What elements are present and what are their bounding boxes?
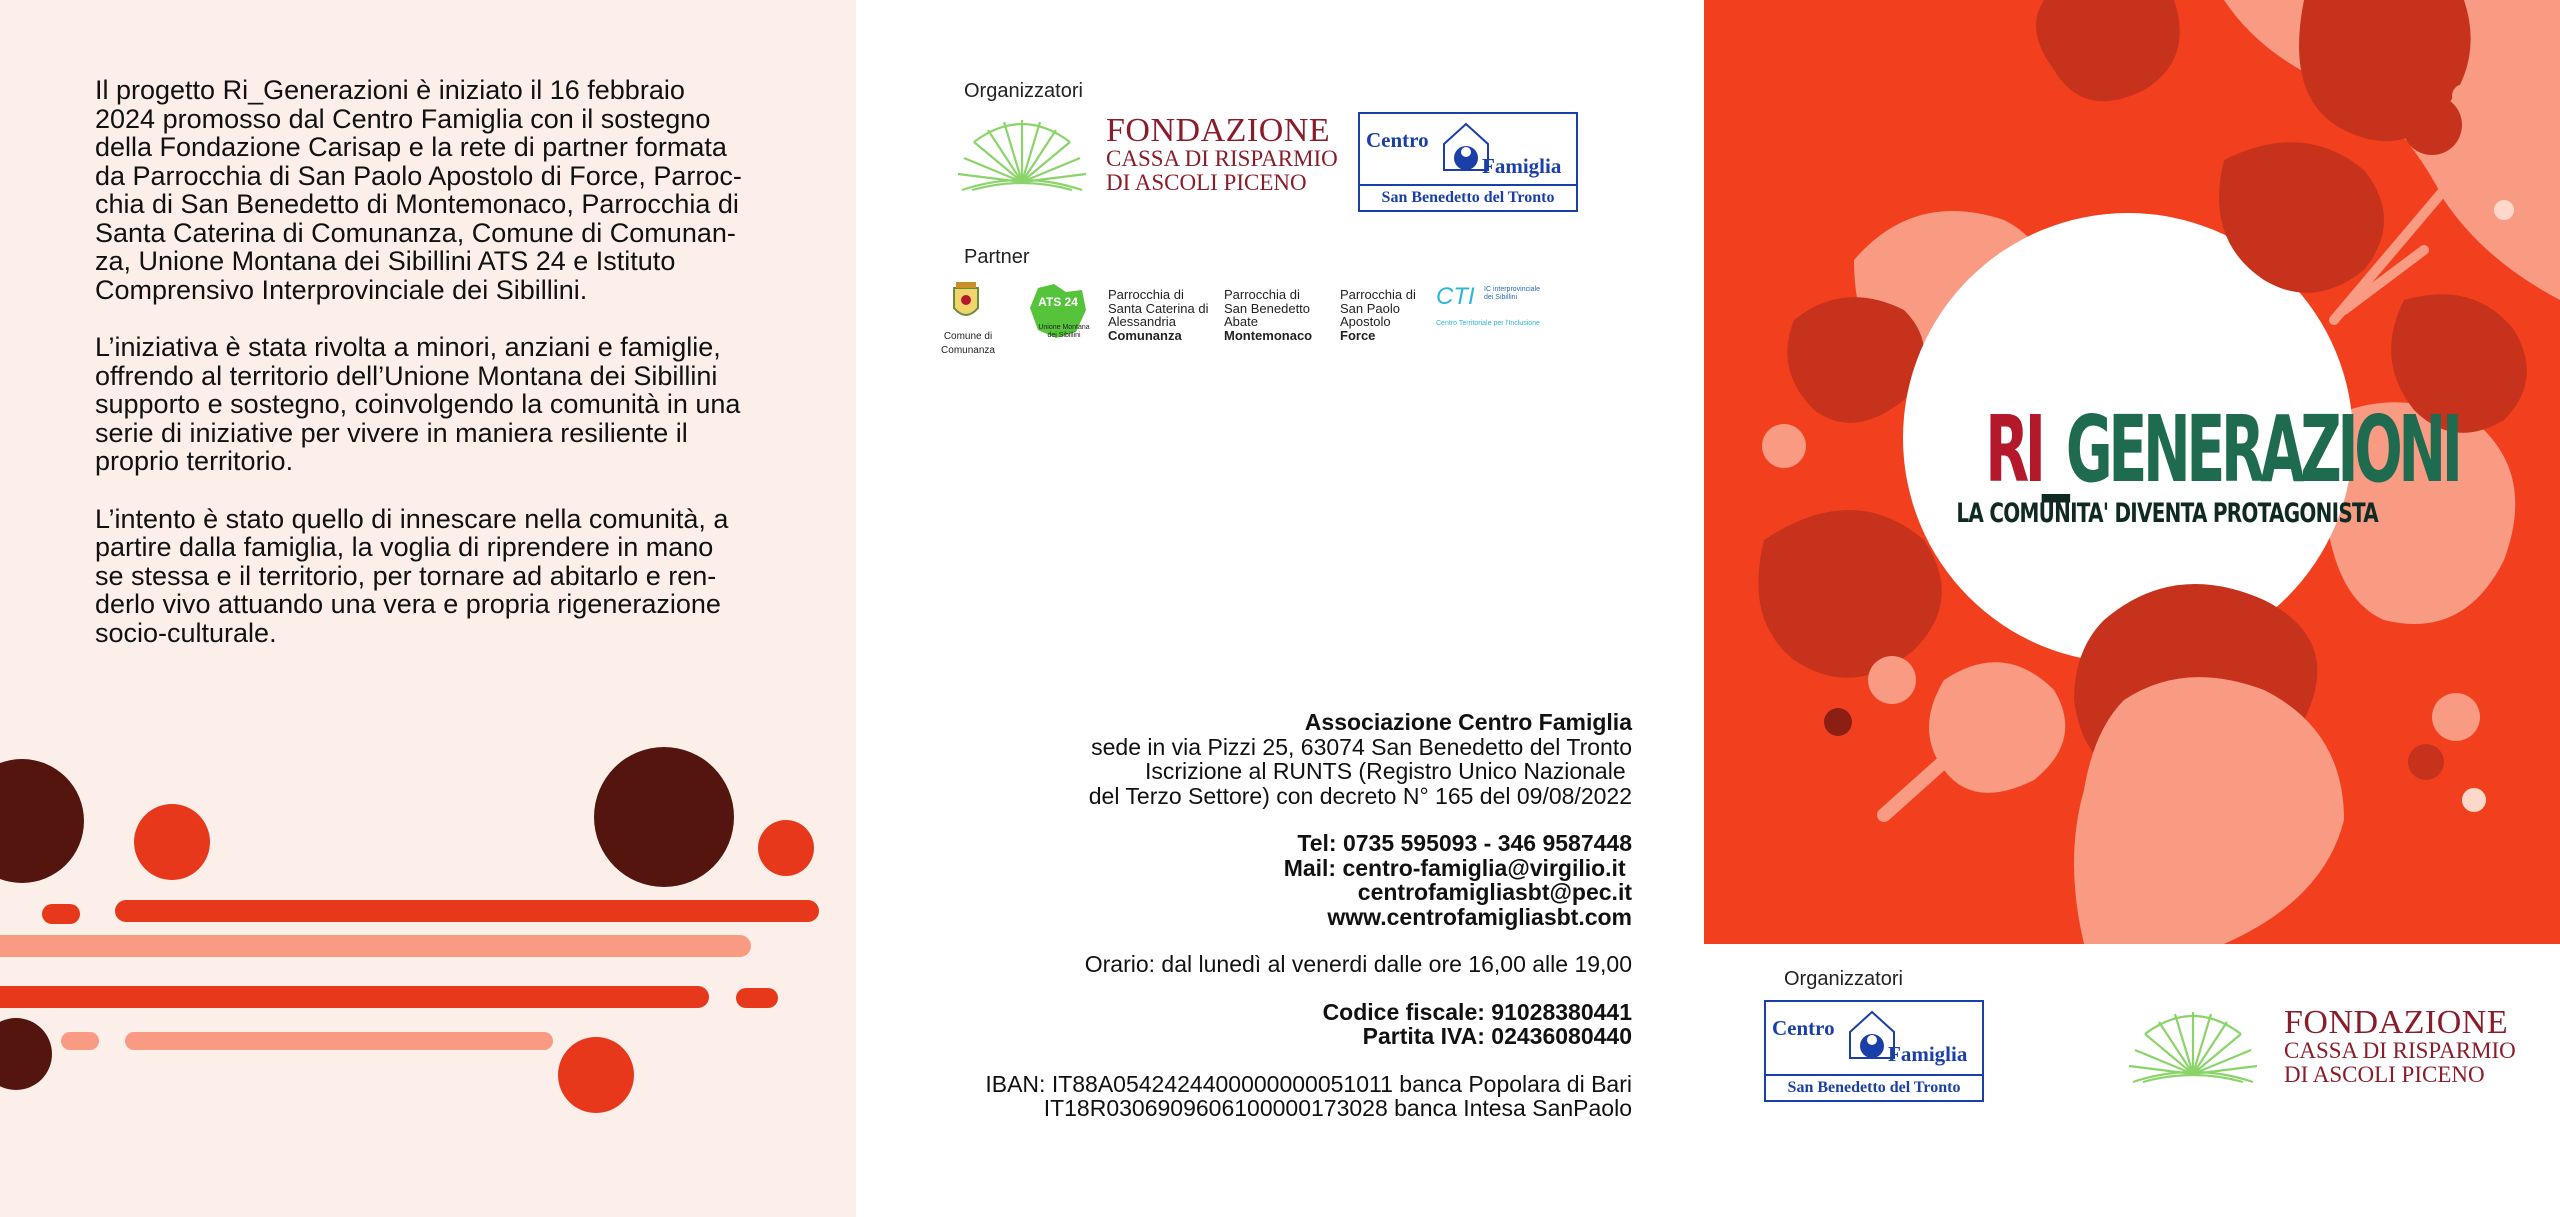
opening-hours: Orario: dal lunedì al venerdi dalle ore 16,00 alle 19,00 [1084, 951, 1632, 977]
comune-label: Comune di Comunanza [941, 331, 995, 356]
cover-centro-famiglia-word1: Centro [1772, 1016, 1835, 1040]
cover-centro-famiglia-footer: San Benedetto del Tronto [1766, 1074, 1982, 1100]
org-name: Associazione Centro Famiglia [1304, 709, 1632, 735]
partner-santa-caterina [1108, 288, 1208, 342]
centro-famiglia-word2: Famiglia [1482, 154, 1562, 178]
organizers-label: Organizzatori [964, 80, 1083, 102]
pec-email: centrofamigliasbt@pec.it [1357, 879, 1632, 905]
fondazione-title: FONDAZIONE [1106, 111, 1331, 149]
san-benedetto-name: Parrocchia di San Benedetto Abate [1224, 287, 1311, 329]
cover-centro-famiglia-logo [1764, 1000, 1984, 1102]
ats-badge: ATS 24 [1038, 295, 1078, 309]
tax-code: Codice fiscale: 91028380441 [1322, 998, 1632, 1025]
partner-logos [918, 278, 1638, 356]
cti-sub: Centro Territoriale per l'Inclusione [1436, 320, 1540, 327]
san-paolo-name: Parrocchia di San Paolo Apostolo [1340, 287, 1416, 329]
deco-circle [134, 804, 210, 880]
paragraph-intent: L’intento è stato quello di innescare nella comunità, a partire dalla famiglia, la voglia di riprendere in mano se stessa e il territorio, per tornare ad abitarlo e ren- derlo vivo attuando una vera e propria rigenerazione socio-culturale. [95, 503, 729, 648]
cover-title [1985, 396, 2459, 503]
partner-san-benedetto [1224, 288, 1312, 342]
cover-fondazione-line3: DI ASCOLI PICENO [2284, 1061, 2485, 1087]
cover-title-block [1894, 396, 2459, 529]
email: Mail: centro-famiglia@virgilio.it [1283, 854, 1632, 881]
partner-san-paolo [1340, 288, 1416, 342]
deco-circle [0, 759, 84, 883]
paragraph-project: Il progetto Ri_Generazioni è iniziato il 16 febbraio 2024 promosso dal Centro Famiglia con il sostegno della Fondazione Carisap e la rete di partner formata da Parrocchia di San Paolo Apostolo di Force, Parroc- chia di San Benedetto di Montemonaco, Parrocchia di Santa Caterina di Comunanza, Comune di Comunan- za, Unione Montana dei Sibillini ATS 24 e Istituto Comprensivo Interprovinciale dei Sibillini. [95, 75, 742, 305]
cover-artwork [1704, 0, 2560, 944]
iban-line2: IT18R0306909606100000173028 banca Intesa SanPaolo [1043, 1095, 1632, 1121]
santa-caterina-name: Parrocchia di Santa Caterina di Alessandria [1108, 287, 1209, 329]
san-benedetto-town: Montemonaco [1224, 327, 1313, 343]
deco-circle [758, 820, 814, 876]
fan-icon [952, 112, 1092, 196]
cover-organizers-label: Organizzatori [1784, 968, 1903, 990]
deco-circle [594, 747, 734, 887]
partner-cti [1436, 284, 1566, 340]
cover-centro-famiglia-word2: Famiglia [1888, 1042, 1968, 1066]
website: www.centrofamigliasbt.com [1327, 903, 1632, 930]
partner-comune-comunanza [918, 278, 1018, 356]
title-underscore: _ [2041, 396, 2066, 503]
cover-subtitle: LA COMUNITA' DIVENTA PROTAGONISTA [1956, 498, 2379, 529]
inner-left-panel [0, 0, 856, 1217]
fondazione-carisap-logo [952, 112, 1338, 196]
fondazione-line3: DI ASCOLI PICENO [1106, 169, 1307, 195]
centro-famiglia-footer: San Benedetto del Tronto [1360, 184, 1576, 210]
centro-famiglia-word1: Centro [1366, 128, 1429, 152]
ats-label: Unione Montana dei Sibillini [1038, 324, 1090, 339]
paragraph-initiative: L’iniziativa è stata rivolta a minori, anziani e famiglie, offrendo al territorio dell’Unione Montana dei Sibillini supporto e sostegno, coinvolgendo la comunità in una serie di iniziative per vivere in maniera resiliente il proprio territorio. [95, 332, 741, 476]
deco-circle [0, 1018, 52, 1090]
fan-icon [2118, 1004, 2268, 1088]
runts-line2: del Terzo Settore) con decreto N° 165 del 09/08/2022 [1088, 782, 1632, 809]
coat-of-arms-icon [946, 278, 986, 326]
association-info [985, 710, 1632, 1121]
partner-label: Partner [964, 246, 1030, 268]
partner-ats24 [1026, 280, 1090, 344]
iban-line1: IBAN: IT88A0542424400000000051011 banca Popolara di Bari [985, 1070, 1632, 1097]
deco-circle [558, 1037, 634, 1113]
cti-side: IC interprovinciale dei Sibillini [1484, 286, 1541, 301]
centro-famiglia-logo [1358, 112, 1578, 212]
san-paolo-town: Force [1340, 327, 1376, 343]
inner-middle-panel [856, 0, 1704, 1217]
cover-fondazione-title: FONDAZIONE [2284, 1003, 2509, 1041]
address: sede in via Pizzi 25, 63074 San Benedetto del Tronto [1091, 733, 1632, 760]
vat-number: Partita IVA: 02436080440 [1362, 1023, 1632, 1049]
cti-mark: CTI [1436, 283, 1475, 310]
fondazione-line2: CASSA DI RISPARMIO [1106, 145, 1338, 171]
cover-fondazione-logo [2118, 1004, 2516, 1088]
title-generazioni: GENERAZIONI [2065, 396, 2459, 503]
santa-caterina-town: Comunanza [1108, 327, 1182, 343]
runts-line1: Iscrizione al RUNTS (Registro Unico Nazionale [1145, 758, 1632, 784]
phone: Tel: 0735 595093 - 346 9587448 [1297, 830, 1632, 856]
title-ri: RI [1985, 396, 2042, 503]
cover-fondazione-line2: CASSA DI RISPARMIO [2284, 1037, 2516, 1063]
decorative-dots-and-lines [0, 0, 856, 1217]
cover-panel [1704, 0, 2560, 1217]
